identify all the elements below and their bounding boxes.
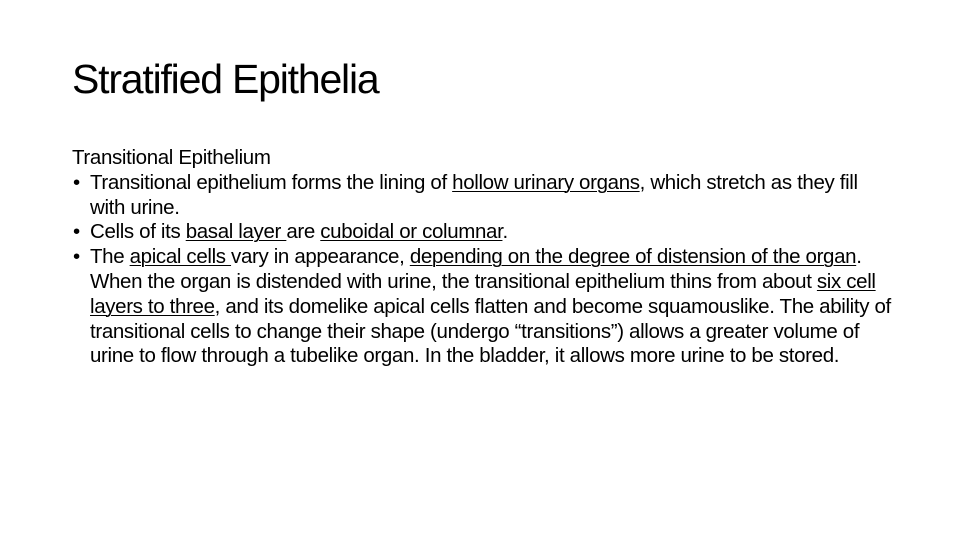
bullet-text <box>90 171 892 221</box>
bullet-item <box>72 245 892 369</box>
underlined-term: six cell layers to three <box>90 269 876 318</box>
text-segment: Cells of its <box>90 220 186 244</box>
bullet-text <box>90 245 892 369</box>
underlined-term: hollow urinary organs <box>452 170 640 194</box>
text-segment: are <box>286 220 321 244</box>
bullet-marker: • <box>73 245 80 269</box>
slide-title: Stratified Epithelia <box>72 56 379 102</box>
bullet-text <box>90 220 892 245</box>
bullet-item <box>72 220 892 245</box>
text-segment: The <box>90 245 130 269</box>
underlined-term: cuboidal or columnar <box>320 220 503 244</box>
underlined-term: basal layer <box>185 220 287 244</box>
text-segment: Transitional epithelium forms the lining of <box>90 170 453 194</box>
text-segment: . When the organ is distended with urine, the transitional epithelium thins from about <box>90 245 862 293</box>
slide-body <box>72 146 892 369</box>
bullet-marker: • <box>73 170 80 194</box>
text-segment: . <box>502 220 508 244</box>
underlined-term: apical cells <box>129 245 232 269</box>
text-segment: , and its domelike apical cells flatten and become squamouslike. The ability of transitional cells to change their shape (undergo “transitions”) allows a greater volume of urine to flow through a tubelike organ. In the bladder, it allows more urine to be stored. <box>90 294 891 368</box>
bullet-marker: • <box>73 220 80 244</box>
text-segment: vary in appearance, <box>231 245 410 269</box>
text-segment: , which stretch as they fill with urine. <box>90 170 858 219</box>
section-subheading: Transitional Epithelium <box>72 146 271 169</box>
bullet-item <box>72 171 892 221</box>
underlined-term: depending on the degree of distension of the organ <box>409 245 857 269</box>
